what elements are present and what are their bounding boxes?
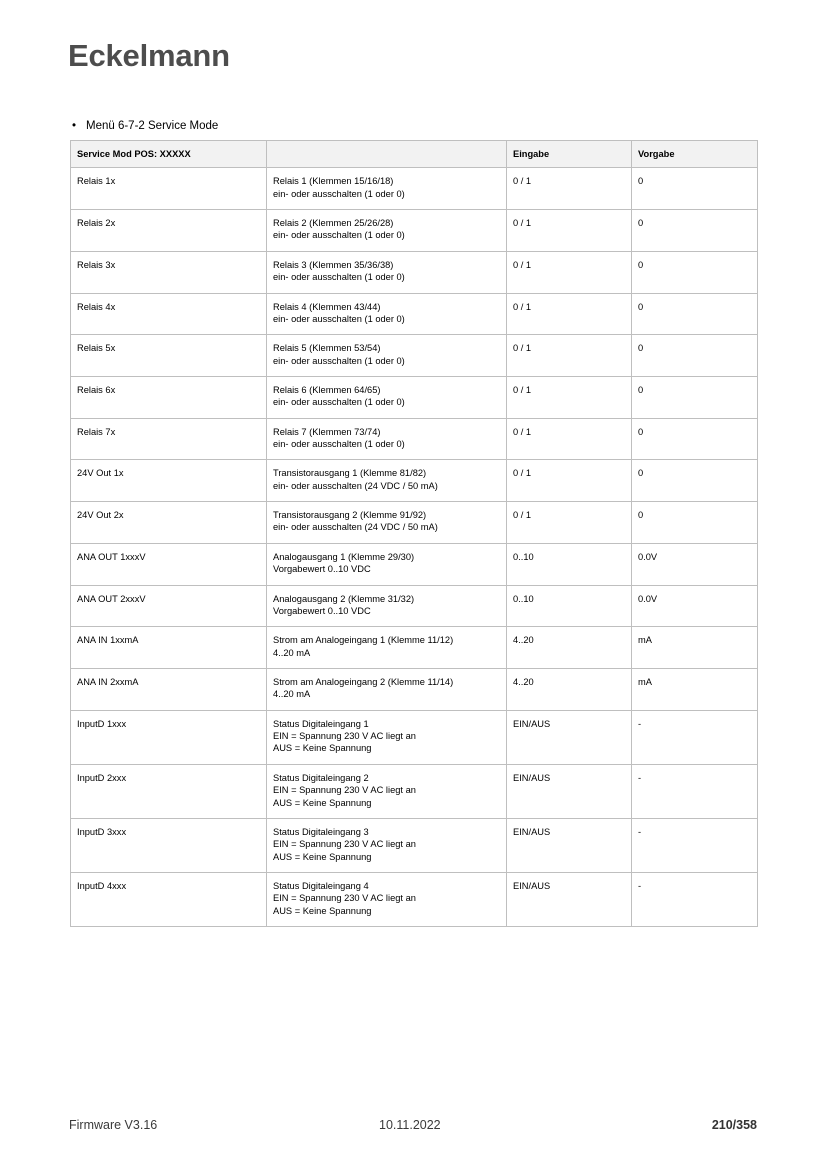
description-line: ein- oder ausschalten (1 oder 0) [273, 439, 405, 450]
table-row [71, 210, 758, 252]
footer-firmware: Firmware V3.16 [69, 1118, 158, 1132]
cell-parameter: InputD 2xxx [71, 764, 267, 818]
description-line: Status Digitaleingang 1 [273, 718, 369, 729]
cell-parameter: InputD 1xxx [71, 710, 267, 764]
service-mode-table [70, 140, 758, 927]
description-line: Relais 3 (Klemmen 35/36/38) [273, 259, 394, 270]
table-row [71, 251, 758, 293]
table-row [71, 818, 758, 872]
cell-description [267, 764, 507, 818]
cell-default: mA [632, 627, 758, 669]
description-line: Relais 4 (Klemmen 43/44) [273, 301, 381, 312]
cell-parameter: ANA OUT 2xxxV [71, 585, 267, 627]
cell-parameter: Relais 4x [71, 293, 267, 335]
cell-default: - [632, 764, 758, 818]
description-line: Strom am Analogeingang 1 (Klemme 11/12) [273, 635, 454, 646]
table-row [71, 710, 758, 764]
cell-parameter: ANA IN 2xxmA [71, 668, 267, 710]
description-line: Transistorausgang 2 (Klemme 91/92) [273, 510, 427, 521]
cell-default: 0 [632, 376, 758, 418]
table-row [71, 502, 758, 544]
cell-input: EIN/AUS [507, 710, 632, 764]
description-line: Analogausgang 2 (Klemme 31/32) [273, 593, 415, 604]
cell-input: 4..20 [507, 627, 632, 669]
table-row [71, 460, 758, 502]
cell-description [267, 251, 507, 293]
table-row [71, 168, 758, 210]
description-line: ein- oder ausschalten (1 oder 0) [273, 272, 405, 283]
cell-default: 0 [632, 251, 758, 293]
description-line: Status Digitaleingang 2 [273, 772, 369, 783]
cell-default: mA [632, 668, 758, 710]
cell-parameter: ANA IN 1xxmA [71, 627, 267, 669]
description-line: ein- oder ausschalten (1 oder 0) [273, 397, 405, 408]
cell-description [267, 668, 507, 710]
description-line: EIN = Spannung 230 V AC liegt an [273, 785, 416, 796]
column-header-description [267, 141, 507, 168]
cell-parameter: ANA OUT 1xxxV [71, 543, 267, 585]
cell-description [267, 818, 507, 872]
description-line: AUS = Keine Spannung [273, 743, 372, 754]
cell-input: 0 / 1 [507, 376, 632, 418]
cell-input: 4..20 [507, 668, 632, 710]
cell-default: - [632, 710, 758, 764]
cell-description [267, 460, 507, 502]
cell-default: 0 [632, 418, 758, 460]
description-line: Vorgabewert 0..10 VDC [273, 564, 371, 575]
cell-parameter: InputD 4xxx [71, 872, 267, 926]
cell-parameter: Relais 2x [71, 210, 267, 252]
cell-input: EIN/AUS [507, 818, 632, 872]
cell-default: 0 [632, 168, 758, 210]
cell-default: 0.0V [632, 585, 758, 627]
description-line: ein- oder ausschalten (24 VDC / 50 mA) [273, 480, 438, 491]
cell-input: 0..10 [507, 585, 632, 627]
table-row [71, 418, 758, 460]
cell-input: EIN/AUS [507, 764, 632, 818]
footer-page-number: 210/358 [711, 1118, 757, 1132]
table-row [71, 335, 758, 377]
table-row [71, 543, 758, 585]
table-row [71, 376, 758, 418]
cell-description [267, 418, 507, 460]
cell-parameter: 24V Out 2x [71, 502, 267, 544]
description-line: Relais 5 (Klemmen 53/54) [273, 343, 381, 354]
cell-default: 0 [632, 460, 758, 502]
cell-default: 0 [632, 210, 758, 252]
table-row [71, 872, 758, 926]
description-line: AUS = Keine Spannung [273, 905, 372, 916]
cell-description [267, 376, 507, 418]
cell-default: - [632, 872, 758, 926]
table-row [71, 627, 758, 669]
cell-description [267, 502, 507, 544]
description-line: ein- oder ausschalten (1 oder 0) [273, 188, 405, 199]
description-line: ein- oder ausschalten (1 oder 0) [273, 313, 405, 324]
company-logo: Eckelmann [68, 38, 230, 73]
description-line: Relais 7 (Klemmen 73/74) [273, 426, 381, 437]
cell-input: 0 / 1 [507, 335, 632, 377]
description-line: Vorgabewert 0..10 VDC [273, 605, 371, 616]
section-title: Menü 6-7-2 Service Mode [86, 120, 219, 132]
description-line: Relais 1 (Klemmen 15/16/18) [273, 176, 394, 187]
cell-parameter: Relais 5x [71, 335, 267, 377]
description-line: AUS = Keine Spannung [273, 851, 372, 862]
section-heading [72, 120, 218, 132]
column-header-default: Vorgabe [632, 141, 758, 168]
table-row [71, 668, 758, 710]
description-line: 4..20 mA [273, 647, 311, 658]
cell-description [267, 293, 507, 335]
cell-description [267, 710, 507, 764]
footer-date: 10.11.2022 [379, 1118, 441, 1132]
cell-input: 0 / 1 [507, 460, 632, 502]
table-row [71, 585, 758, 627]
cell-input: 0 / 1 [507, 502, 632, 544]
description-line: Strom am Analogeingang 2 (Klemme 11/14) [273, 676, 454, 687]
cell-default: 0 [632, 502, 758, 544]
description-line: ein- oder ausschalten (1 oder 0) [273, 230, 405, 241]
description-line: Status Digitaleingang 4 [273, 880, 369, 891]
cell-parameter: Relais 7x [71, 418, 267, 460]
description-line: Transistorausgang 1 (Klemme 81/82) [273, 468, 427, 479]
bullet-icon: • [72, 120, 77, 132]
cell-input: 0 / 1 [507, 168, 632, 210]
description-line: EIN = Spannung 230 V AC liegt an [273, 731, 416, 742]
description-line: AUS = Keine Spannung [273, 797, 372, 808]
cell-description [267, 872, 507, 926]
page-footer [0, 1118, 827, 1148]
column-header-input: Eingabe [507, 141, 632, 168]
cell-description [267, 585, 507, 627]
column-header-parameter: Service Mod POS: XXXXX [71, 141, 267, 168]
cell-default: - [632, 818, 758, 872]
cell-description [267, 627, 507, 669]
table-row [71, 764, 758, 818]
cell-description [267, 168, 507, 210]
cell-input: 0 / 1 [507, 251, 632, 293]
description-line: EIN = Spannung 230 V AC liegt an [273, 893, 416, 904]
cell-parameter: InputD 3xxx [71, 818, 267, 872]
description-line: ein- oder ausschalten (24 VDC / 50 mA) [273, 522, 438, 533]
description-line: EIN = Spannung 230 V AC liegt an [273, 839, 416, 850]
cell-input: 0 / 1 [507, 210, 632, 252]
cell-description [267, 210, 507, 252]
cell-default: 0.0V [632, 543, 758, 585]
description-line: Status Digitaleingang 3 [273, 826, 369, 837]
cell-input: 0 / 1 [507, 293, 632, 335]
cell-parameter: Relais 1x [71, 168, 267, 210]
description-line: ein- oder ausschalten (1 oder 0) [273, 355, 405, 366]
cell-description [267, 335, 507, 377]
description-line: Analogausgang 1 (Klemme 29/30) [273, 551, 415, 562]
cell-default: 0 [632, 335, 758, 377]
table-header-row [71, 141, 758, 168]
table-row [71, 293, 758, 335]
cell-parameter: Relais 3x [71, 251, 267, 293]
cell-input: 0..10 [507, 543, 632, 585]
cell-default: 0 [632, 293, 758, 335]
description-line: 4..20 mA [273, 689, 311, 700]
cell-parameter: 24V Out 1x [71, 460, 267, 502]
cell-description [267, 543, 507, 585]
cell-parameter: Relais 6x [71, 376, 267, 418]
cell-input: EIN/AUS [507, 872, 632, 926]
description-line: Relais 2 (Klemmen 25/26/28) [273, 218, 394, 229]
cell-input: 0 / 1 [507, 418, 632, 460]
description-line: Relais 6 (Klemmen 64/65) [273, 384, 381, 395]
